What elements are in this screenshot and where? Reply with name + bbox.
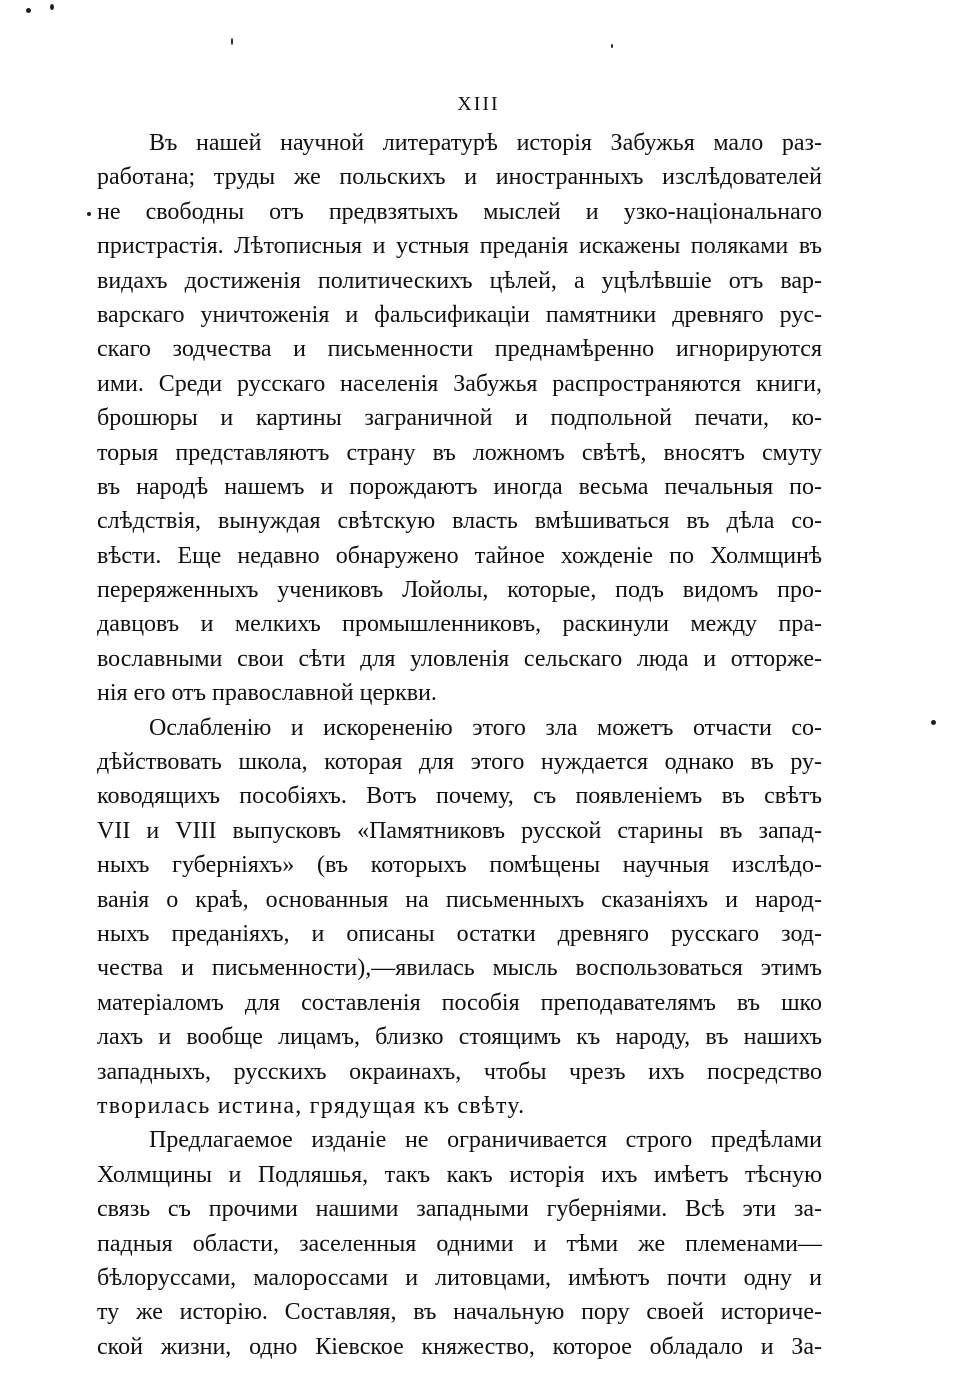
paragraph-1-line: въ народѣ нашемъ и порождаютъ иногда весьма печальныя по- bbox=[97, 473, 822, 500]
paragraph-1-line: пристрастія. Лѣтописныя и устныя преданія искажены поляками въ bbox=[97, 233, 822, 260]
paragraph-2-line: матеріаломъ для составленія пособія преподавателямъ въ шко bbox=[97, 989, 822, 1016]
paragraph-2-line: чества и письменности),—явилась мысль воспользоваться этимъ bbox=[97, 955, 822, 982]
paragraph-2-line: Ослабленію и искорененію этого зла можетъ отчасти со- bbox=[149, 714, 822, 741]
paragraph-1-line: слѣдствія, вынуждая свѣтскую власть вмѣшиваться въ дѣла со- bbox=[97, 508, 822, 535]
paragraph-1-line: работана; труды же польскихъ и иностранныхъ изслѣдователей bbox=[97, 164, 822, 191]
paragraph-3-line: падныя области, заселенныя одними и тѣми же племенами— bbox=[97, 1230, 822, 1257]
paragraph-2-line: дѣйствовать школа, которая для этого нуждается однако въ ру- bbox=[97, 749, 822, 776]
scan-speck bbox=[87, 212, 91, 216]
paragraph-1-line: ими. Среди русскаго населенія Забужья распространяются книги, bbox=[97, 370, 822, 397]
paragraph-1-line: не свободны отъ предвзятыхъ мыслей и узко-національнаго bbox=[97, 198, 822, 225]
paragraph-1-line: давцовъ и мелкихъ промышленниковъ, раскинули между пра- bbox=[97, 611, 822, 638]
paragraph-2-line: лахъ и вообще лицамъ, близко стоящимъ къ народу, въ нашихъ bbox=[97, 1024, 822, 1051]
paragraph-1-line: скаго зодчества и письменности преднамѣренно игнорируются bbox=[97, 336, 822, 363]
paragraph-2-line: ныхъ преданіяхъ, и описаны остатки древняго русскаго зод- bbox=[97, 920, 822, 947]
paragraph-3-line: ту же исторію. Составляя, въ начальную пору своей историче- bbox=[97, 1299, 822, 1326]
scan-speck bbox=[611, 44, 613, 48]
paragraph-3-line: ской жизни, одно Кіевское княжество, которое обладало и За- bbox=[97, 1333, 822, 1360]
paragraph-1-line: видахъ достиженія политическихъ цѣлей, а уцѣлѣвшіе отъ вар- bbox=[97, 267, 822, 294]
paragraph-3-line: бѣлоруссами, малороссами и литовцами, имѣютъ почти одну и bbox=[97, 1264, 822, 1291]
paragraph-1-line: Въ нашей научной литературѣ исторія Забужья мало раз- bbox=[149, 130, 822, 156]
scan-speck bbox=[50, 4, 54, 10]
paragraph-1-line: переряженныхъ учениковъ Лойолы, которые, подъ видомъ про- bbox=[97, 577, 822, 604]
paragraph-3-line: Холмщины и Подляшья, такъ какъ исторія ихъ имѣетъ тѣсную bbox=[97, 1161, 822, 1188]
paragraph-2-line: ванія о краѣ, основанныя на письменныхъ сказаніяхъ и народ- bbox=[97, 886, 822, 913]
paragraph-3-line: Предлагаемое изданіе не ограничивается строго предѣлами bbox=[149, 1127, 822, 1154]
paragraph-2-line: VII и VIII выпусковъ «Памятниковъ русской старины въ запад- bbox=[97, 817, 822, 844]
scan-speck bbox=[26, 8, 31, 13]
scan-speck bbox=[931, 720, 936, 725]
paragraph-2-line: западныхъ, русскихъ окраинахъ, чтобы чрезъ ихъ посредство bbox=[97, 1058, 822, 1085]
paragraph-2-line: ководящихъ пособіяхъ. Вотъ почему, съ появленіемъ въ свѣтъ bbox=[97, 783, 822, 810]
paragraph-1-line: торыя представляютъ страну въ ложномъ свѣтѣ, вносятъ смуту bbox=[97, 439, 822, 466]
paragraph-1-line: вѣсти. Еще недавно обнаружено тайное хожденіе по Холмщинѣ bbox=[97, 542, 822, 569]
page-number: XIII bbox=[457, 93, 500, 115]
paragraph-1-line: брошюры и картины заграничной и подпольной печати, ко- bbox=[97, 405, 822, 432]
paragraph-1-line: вославными свои сѣти для уловленія сельскаго люда и отторже- bbox=[97, 645, 822, 672]
paragraph-3-line: связь съ прочими нашими западными губерніями. Всѣ эти за- bbox=[97, 1196, 822, 1223]
body-text bbox=[97, 126, 822, 1364]
paragraph-1-line: варскаго уничтоженія и фальсификаціи памятники древняго рус- bbox=[97, 301, 822, 328]
paragraph-1-line: нія его отъ православной церкви. bbox=[97, 680, 437, 707]
paragraph-2-line: творилась истина, грядущая къ свѣту. bbox=[97, 1092, 526, 1119]
paragraph-2-line: ныхъ губерніяхъ» (въ которыхъ помѣщены научныя изслѣдо- bbox=[97, 852, 822, 879]
scan-speck bbox=[231, 38, 233, 45]
